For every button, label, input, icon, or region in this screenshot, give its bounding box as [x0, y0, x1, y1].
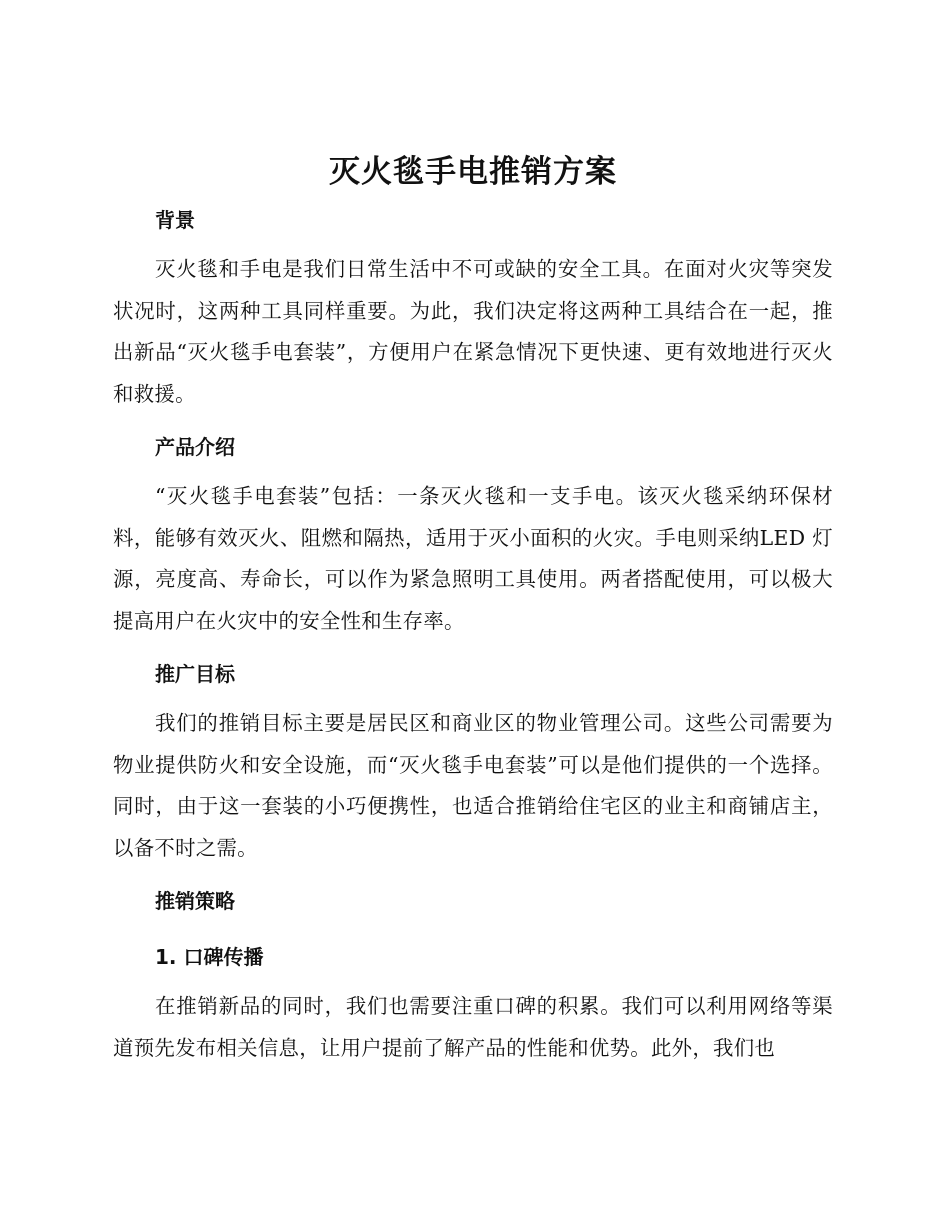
heading-background: 背景 — [155, 208, 195, 232]
paragraph-background: 灭火毯和手电是我们日常生活中不可或缺的安全工具。在面对火灾等突发状况时，这两种工具同样重要。为此，我们决定将这两种工具结合在一起，推出新品“灭火毯手电套装”，方便用户在紧急情况下更快速、更有效地进行灭火和救援。 — [113, 257, 833, 406]
paragraph-product: “灭火毯手电套装”包括：一条灭火毯和一支手电。该灭火毯采纳环保材料，能够有效灭火、阻燃和隔热，适用于灭小面积的火灾。手电则采纳LED 灯源，亮度高、寿命长，可以作为紧急照明工具使用。两者搭配使用，可以极大提高用户在火灾中的安全性和生存率。 — [113, 484, 833, 633]
heading-product: 产品介绍 — [155, 435, 235, 459]
paragraph-word-of-mouth: 在推销新品的同时，我们也需要注重口碑的积累。我们可以利用网络等渠道预先发布相关信息，让用户提前了解产品的性能和优势。此外，我们也 — [113, 994, 833, 1060]
heading-strategy: 推销策略 — [155, 889, 235, 913]
heading-target: 推广目标 — [155, 662, 235, 686]
document-title: 灭火毯手电推销方案 — [329, 154, 617, 190]
subheading-word-of-mouth: 1. 口碑传播 — [155, 945, 264, 969]
paragraph-target: 我们的推销目标主要是居民区和商业区的物业管理公司。这些公司需要为物业提供防火和安全设施，而“灭火毯手电套装”可以是他们提供的一个选择。同时，由于这一套装的小巧便携性，也适合推销给住宅区的业主和商铺店主，以备不时之需。 — [113, 711, 833, 860]
document-page — [113, 148, 833, 1069]
